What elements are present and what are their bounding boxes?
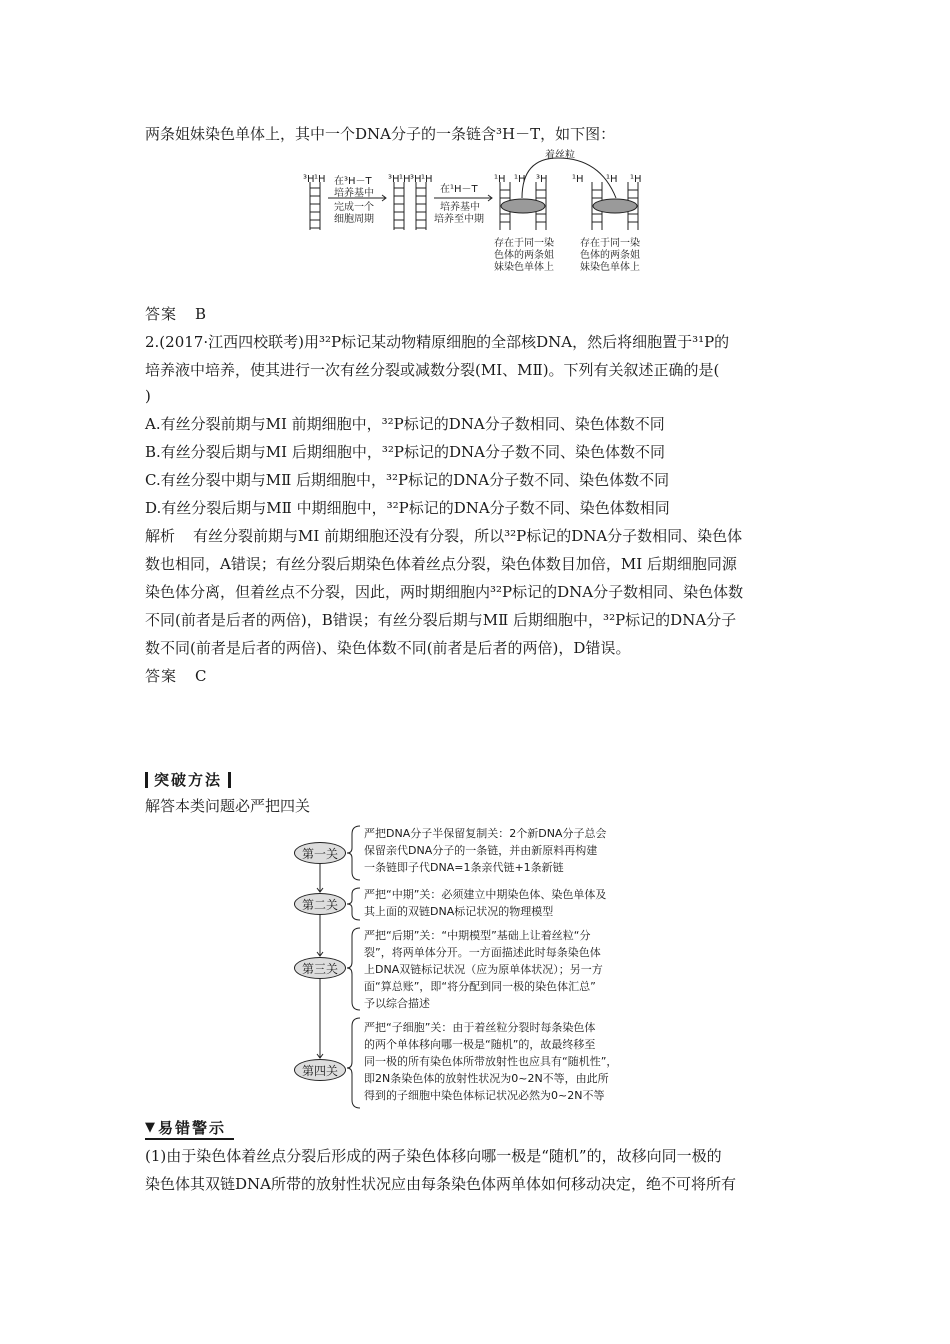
checkpoint-text: 上DNA双链标记状况（应为原单体状况）；另一方 [364, 963, 603, 976]
checkpoint-text: 面“算总账”，即“将分配到同一极的染色体汇总” [364, 980, 596, 993]
strand-label: ¹H [630, 174, 642, 185]
option-b: B.有丝分裂后期与MⅠ 后期细胞中，³²P标记的DNA分子数不同、染色体数不同 [145, 443, 665, 461]
centromere-ellipse-left [501, 199, 545, 213]
checkpoint-text: 保留亲代DNA分子的一条链，并由新原料再构建 [364, 844, 598, 857]
caption-left: 存在于同一染 [494, 238, 554, 249]
option-d: D.有丝分裂后期与MⅡ 中期细胞中，³²P标记的DNA分子数不同、染色体数相同 [145, 499, 670, 517]
arrow2-label: 培养至中期 [434, 214, 484, 225]
caption-left: 妹染色单体上 [494, 262, 554, 273]
arrow2-label: 培养基中 [440, 202, 480, 213]
strand-label: ¹H [421, 174, 433, 185]
strand-label: ³H [303, 174, 315, 185]
answer-1 [145, 304, 206, 324]
strand-label: ³H [536, 174, 548, 185]
question-stem: ) [145, 387, 151, 405]
method-heading [145, 770, 231, 790]
arrow1-label: 在³H－T [334, 176, 372, 187]
arrow2-label: 在¹H－T [440, 184, 478, 195]
checkpoint-text: 予以综合描述 [364, 997, 430, 1010]
method-intro: 解答本类问题必严把四关 [145, 797, 311, 815]
checkpoint-text: 严把DNA分子半保留复制关：2个新DNA分子总会 [364, 827, 607, 840]
strand-label: ¹H [399, 174, 411, 185]
centromere-label: 着丝粒 [545, 150, 575, 161]
checkpoint-node: 第一关 [294, 842, 346, 864]
heading-bar [228, 772, 231, 788]
centromere-ellipse-right [593, 199, 637, 213]
checkpoint-text: 一条链即子代DNA=1条亲代链+1条新链 [364, 861, 564, 874]
analysis-label: 解析 [145, 527, 176, 545]
answer-value: C [195, 667, 207, 685]
checkpoint-text: 严把“子细胞”关：由于着丝粒分裂时每条染色体 [364, 1021, 596, 1034]
strand-label: ¹H [314, 174, 326, 185]
strand-label: ¹H [514, 174, 526, 185]
answer-2 [145, 666, 207, 686]
warning-text: 染色体其双链DNA所带的放射性状况应由每条染色体两单体如何移动决定，绝不可将所有 [145, 1175, 736, 1193]
checkpoint-text: 裂”，将两单体分开。一方面描述此时每条染色体 [364, 946, 601, 959]
analysis-text: 不同(前者是后者的两倍)，B错误；有丝分裂后期与MⅡ 后期细胞中，³²P标记的DNA分子 [145, 611, 737, 629]
answer-label: 答案 [145, 667, 178, 685]
analysis-text: 数不同(前者是后者的两倍)、染色体数不同(前者是后者的两倍)，D错误。 [145, 639, 631, 657]
arrow1-label: 培养基中 [334, 188, 374, 199]
strand-label: ¹H [572, 174, 584, 185]
warning-text: (1)由于染色体着丝点分裂后形成的两子染色体移向哪一极是“随机”的，故移向同一极的 [145, 1147, 722, 1165]
arrow1-label: 完成一个 [334, 202, 374, 213]
analysis-text: 数也相同，A错误；有丝分裂后期染色体着丝点分裂，染色体数目加倍，MⅠ 后期细胞同源 [145, 555, 737, 573]
four-checkpoints-flowchart [294, 822, 664, 1110]
top-text: 两条姐妹染色单体上，其中一个DNA分子的一条链含³H－T，如下图： [145, 125, 616, 143]
strand-label: ¹H [494, 174, 506, 185]
answer-label: 答案 [145, 305, 178, 323]
arrow1-label: 细胞周期 [334, 214, 374, 225]
question-stem: 2.(2017·江西四校联考)用³²P标记某动物精原细胞的全部核DNA，然后将细胞置于³¹P的 [145, 333, 730, 351]
analysis-text: 染色体分离，但着丝点不分裂，因此，两时期细胞内³²P标记的DNA分子数相同、染色体数 [145, 583, 744, 601]
warning-heading-text: 易错警示 [158, 1119, 227, 1137]
dna-replication-diagram [300, 150, 660, 285]
analysis-line [145, 526, 742, 546]
caption-left: 色体的两条姐 [494, 250, 554, 261]
checkpoint-text: 严把“中期”关：必须建立中期染色体、染色单体及 [364, 888, 607, 901]
option-c: C.有丝分裂中期与MⅡ 后期细胞中，³²P标记的DNA分子数不同、染色体数不同 [145, 471, 670, 489]
checkpoint-text: 严把“后期”关：“中期模型”基础上让着丝粒“分 [364, 929, 591, 942]
question-stem: 培养液中培养，使其进行一次有丝分裂或减数分裂(MⅠ、MⅡ)。下列有关叙述正确的是( [145, 361, 720, 379]
checkpoint-node: 第四关 [294, 1059, 346, 1081]
method-heading-text: 突破方法 [154, 771, 223, 789]
strand-label: ¹H [606, 174, 618, 185]
checkpoint-node: 第二关 [294, 893, 346, 915]
checkpoint-text: 的两个单体移向哪一极是“随机”的，故最终移至 [364, 1038, 596, 1051]
strand-label: ³H [410, 174, 422, 185]
caption-right: 妹染色单体上 [580, 262, 640, 273]
strand-label: ³H [388, 174, 400, 185]
checkpoint-text: 同一极的所有染色体所带放射性也应具有“随机性”， [364, 1055, 618, 1068]
analysis-text: 有丝分裂前期与MⅠ 前期细胞还没有分裂，所以³²P标记的DNA分子数相同、染色体 [193, 527, 743, 545]
checkpoint-text: 其上面的双链DNA标记状况的物理模型 [364, 905, 554, 918]
answer-value: B [195, 305, 207, 323]
option-a: A.有丝分裂前期与MⅠ 前期细胞中，³²P标记的DNA分子数相同、染色体数不同 [145, 415, 665, 433]
checkpoint-text: 得到的子细胞中染色体标记状况必然为0~2N不等 [364, 1089, 605, 1102]
triangle-down-icon: ▼ [145, 1120, 155, 1135]
caption-right: 存在于同一染 [580, 238, 640, 249]
caption-right: 色体的两条姐 [580, 250, 640, 261]
checkpoint-text: 即2N条染色体的放射性状况为0~2N不等，由此所 [364, 1072, 609, 1085]
warning-heading [145, 1118, 234, 1140]
checkpoint-node: 第三关 [294, 957, 346, 979]
